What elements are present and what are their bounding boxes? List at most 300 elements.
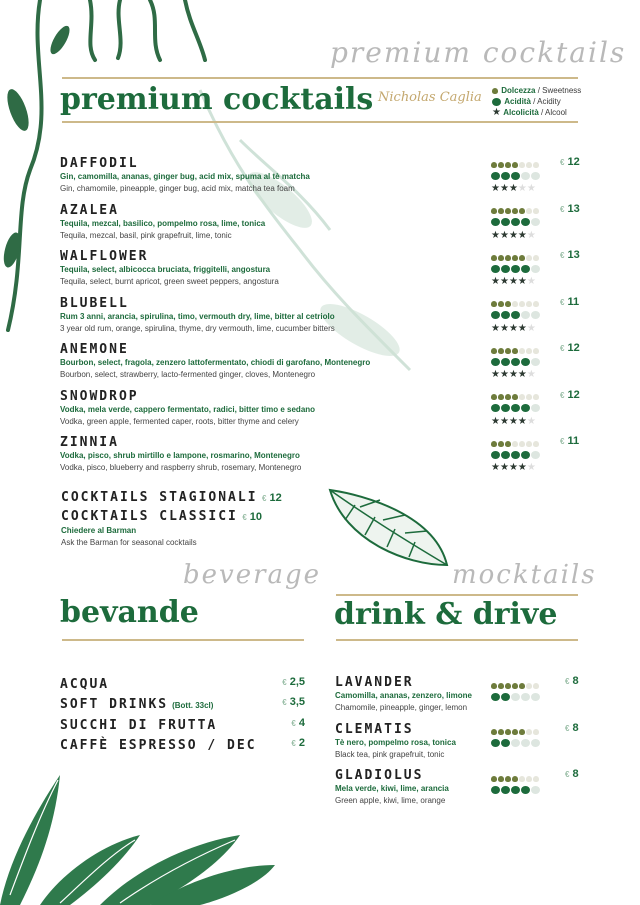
beverage-item: [60, 716, 305, 736]
currency-symbol: €: [560, 251, 565, 260]
star-icon: ★: [499, 276, 509, 287]
sweetness-icon: [512, 729, 518, 735]
mocktail-price: [565, 768, 579, 780]
cocktail-ratings: [491, 159, 551, 192]
star-icon: ★: [508, 276, 518, 287]
acidity-rating: [491, 217, 551, 228]
mocktail-item: [335, 768, 585, 815]
cocktail-ratings: [491, 345, 551, 378]
acidity-icon: [491, 739, 500, 747]
cocktail-name: WALFLOWER: [60, 249, 149, 264]
cocktail-ratings: [491, 206, 551, 239]
sweetness-icon: [519, 162, 525, 168]
beverage-name: SOFT DRINKS: [60, 697, 169, 713]
star-icon: ★: [517, 183, 527, 194]
cocktail-name: AZALEA: [60, 202, 119, 218]
acidity-icon: [531, 739, 540, 747]
sweetness-icon: [505, 683, 511, 689]
price-value: 13: [567, 202, 580, 215]
star-icon: ★: [517, 415, 527, 427]
sweetness-icon: [519, 301, 525, 307]
sweetness-icon: [491, 776, 497, 782]
acidity-rating: [491, 356, 551, 367]
sweetness-icon: [512, 394, 518, 400]
sweetness-icon: [505, 301, 511, 307]
cocktail-name: ZINNIA: [60, 435, 119, 450]
cocktail-ingredients-en: 3 year old rum, orange, spirulina, thyme, dry vermouth, lime, cucumber bitters: [60, 323, 335, 333]
sweetness-icon: [512, 441, 518, 447]
acidity-icon: [521, 451, 530, 459]
alcohol-rating: [491, 414, 551, 425]
sweetness-icon: [491, 301, 497, 307]
star-icon: ★: [517, 462, 527, 473]
sweetness-icon: [505, 394, 511, 400]
sweetness-icon: [526, 729, 532, 735]
acidity-rating: [491, 403, 551, 414]
sweetness-icon: [491, 162, 497, 168]
sweetness-rating: [491, 773, 551, 784]
cocktail-ingredients-en: Gin, chamomile, pineapple, ginger bug, acid mix, matcha tea foam: [60, 184, 295, 193]
acidity-icon: [531, 311, 540, 319]
acidity-icon: [491, 311, 500, 319]
price-value: 12: [567, 156, 580, 168]
acidity-icon: [501, 786, 510, 794]
star-icon: ★: [491, 369, 500, 380]
star-icon: ★: [508, 322, 518, 334]
currency-symbol: €: [565, 677, 570, 686]
sweetness-icon: [512, 683, 518, 689]
acidity-rating: [491, 784, 551, 795]
beverage-name: SUCCHI DI FRUTTA: [60, 717, 218, 733]
sweetness-icon: [533, 729, 539, 735]
acidity-icon: [492, 98, 501, 106]
sweetness-icon: [526, 162, 532, 168]
seasonal-section: [61, 488, 282, 547]
alcohol-rating: [491, 228, 551, 239]
acidity-icon: [521, 739, 530, 747]
cocktail-ingredients-it: Bourbon, select, fragola, zenzero lattofermentato, chiodi di garofano, Montenegro: [60, 358, 371, 367]
sweetness-icon: [512, 255, 518, 261]
star-icon: ★: [491, 462, 500, 473]
sweetness-icon: [533, 208, 539, 214]
price-value: 8: [572, 721, 579, 734]
currency-symbol: €: [291, 718, 296, 728]
currency-symbol: €: [262, 494, 267, 503]
acidity-icon: [491, 451, 500, 459]
acidity-icon: [491, 358, 500, 366]
sweetness-icon: [526, 301, 532, 307]
currency-symbol: €: [565, 723, 570, 733]
sweetness-icon: [519, 776, 525, 782]
cocktail-item: [60, 203, 590, 250]
sweetness-icon: [498, 301, 504, 307]
drink-drive-divider: [336, 639, 578, 641]
star-icon: ★: [499, 462, 509, 473]
cocktail-price: [560, 249, 580, 261]
sweetness-icon: [519, 255, 525, 261]
cocktail-name: ANEMONE: [60, 342, 129, 357]
cocktail-ingredients-en: Vodka, pisco, blueberry and raspberry shrub, rosemary, Montenegro: [60, 463, 302, 472]
sweetness-icon: [491, 208, 497, 214]
cocktail-ingredients-it: Vodka, pisco, shrub mirtillo e lampone, rosmarino, Montenegro: [60, 451, 300, 460]
sweetness-icon: [512, 348, 518, 354]
cocktail-price: [560, 342, 580, 354]
acidity-icon: [531, 451, 540, 459]
sweetness-rating: [491, 206, 551, 217]
star-icon: ★: [499, 369, 509, 380]
acidity-icon: [501, 693, 510, 701]
cocktail-ingredients-en: Tequila, select, burnt apricot, green sweet peppers, angostura: [60, 277, 279, 286]
mocktail-ingredients-en: Green apple, kiwi, lime, orange: [335, 796, 446, 805]
sweetness-icon: [533, 683, 539, 689]
acidity-rating: [491, 310, 551, 321]
seasonal-note-en: Ask the Barman for seasonal cocktails: [61, 538, 197, 547]
star-icon: ★: [491, 276, 500, 287]
cocktail-item: [60, 249, 590, 296]
sweetness-icon: [519, 441, 525, 447]
mocktail-ingredients-en: Chamomile, pineapple, ginger, lemon: [335, 703, 468, 712]
legend-sweet-it: Dolcezza: [501, 86, 536, 95]
cocktail-ingredients-en: Vodka, green apple, fermented caper, roots, bitter thyme and celery: [60, 416, 299, 426]
star-icon: ★: [517, 229, 527, 241]
star-icon: ★: [499, 322, 509, 334]
star-icon: ★: [508, 229, 518, 241]
sweetness-icon: [505, 255, 511, 261]
price-value: 2,5: [289, 676, 305, 688]
cocktail-ingredients-en: Tequila, mezcal, basil, pink grapefruit, lime, tonic: [60, 230, 232, 240]
star-icon: ★: [491, 229, 500, 241]
acidity-icon: [531, 172, 540, 180]
cocktail-item: [60, 389, 590, 436]
currency-symbol: €: [560, 297, 565, 307]
cocktail-item: [60, 156, 590, 203]
price-value: 2: [298, 736, 305, 749]
mocktail-item: [335, 675, 585, 722]
sweetness-rating: [491, 252, 551, 263]
star-icon: ★: [491, 415, 500, 427]
acidity-rating: [491, 263, 551, 274]
bevande-list: [60, 675, 305, 756]
cocktail-price: [560, 156, 580, 168]
acidity-icon: [491, 218, 500, 226]
star-icon: ★: [526, 229, 536, 241]
sweetness-icon: [512, 162, 518, 168]
cocktail-ingredients-it: Rum 3 anni, arancia, spirulina, timo, vermouth dry, lime, bitter al cetriolo: [60, 311, 335, 321]
alcohol-rating: [491, 367, 551, 378]
sweetness-icon: [526, 776, 532, 782]
sweetness-icon: [519, 683, 525, 689]
sweetness-icon: [512, 208, 518, 214]
sweetness-icon: [533, 441, 539, 447]
sweetness-icon: [519, 729, 525, 735]
leaf-illustration-middle: [325, 485, 455, 575]
cocktail-ratings: [491, 299, 551, 332]
currency-symbol: €: [242, 513, 247, 522]
star-icon: ★: [526, 415, 536, 427]
star-icon: ★: [526, 276, 536, 287]
acidity-icon: [501, 358, 510, 366]
sweetness-icon: [505, 441, 511, 447]
cocktail-item: [60, 342, 590, 389]
sweetness-icon: [533, 348, 539, 354]
alcohol-rating: [491, 181, 551, 192]
bevande-divider: [62, 639, 304, 641]
sweetness-icon: [498, 394, 504, 400]
mocktail-ratings: [491, 680, 551, 702]
sweetness-icon: [533, 394, 539, 400]
sweetness-icon: [498, 162, 504, 168]
beverage-price: [282, 696, 305, 708]
acidity-icon: [491, 786, 500, 794]
sweetness-icon: [526, 255, 532, 261]
sweetness-icon: [512, 776, 518, 782]
mocktail-name: GLADIOLUS: [335, 768, 424, 783]
price-value: 8: [572, 768, 579, 780]
acidity-icon: [491, 404, 500, 412]
cocktail-ingredients-it: Vodka, mela verde, cappero fermentato, radici, bitter timo e sedano: [60, 404, 316, 414]
acidity-icon: [501, 404, 510, 412]
acidity-rating: [491, 170, 551, 181]
classic-title: COCKTAILS CLASSICI: [61, 509, 238, 524]
signature: Nicholas Caglia: [378, 90, 482, 105]
acidity-icon: [511, 693, 520, 701]
drink-drive-list: [335, 675, 585, 815]
star-icon: ★: [491, 183, 500, 194]
beverage-item: [60, 736, 305, 756]
cocktail-ingredients-it: Gin, camomilla, ananas, ginger bug, acid mix, spuma al tè matcha: [60, 172, 310, 181]
cocktail-name: DAFFODIL: [60, 156, 139, 171]
sweetness-icon: [491, 441, 497, 447]
sweetness-icon: [498, 348, 504, 354]
sweetness-rating: [491, 345, 551, 356]
sweetness-icon: [498, 776, 504, 782]
mocktails-script-title: mocktails: [452, 560, 597, 590]
beverage-extra: (Bott. 33cl): [172, 701, 214, 711]
acidity-icon: [511, 451, 520, 459]
sweetness-icon: [526, 208, 532, 214]
beverage-price: [291, 717, 305, 729]
star-icon: ★: [526, 462, 536, 473]
sweetness-icon: [498, 208, 504, 214]
mocktail-ingredients-en: Black tea, pink grapefruit, tonic: [335, 749, 445, 759]
header-divider-top: [62, 77, 578, 79]
star-icon: ★: [499, 183, 509, 194]
acidity-icon: [531, 693, 540, 701]
acidity-icon: [511, 786, 520, 794]
currency-symbol: €: [282, 698, 287, 708]
acidity-icon: [531, 265, 540, 273]
beverage-item: [60, 675, 305, 695]
sweetness-icon: [533, 776, 539, 782]
cocktail-ingredients-it: Tequila, select, albicocca bruciata, friggitelli, angostura: [60, 265, 271, 274]
star-icon: ★: [526, 369, 536, 380]
sweetness-icon: [526, 441, 532, 447]
price-value: 3,5: [289, 696, 305, 709]
acidity-icon: [511, 358, 520, 366]
cocktail-price: [560, 296, 579, 308]
acidity-icon: [521, 786, 530, 794]
acidity-icon: [521, 218, 530, 226]
mocktail-price: [565, 722, 579, 734]
mocktail-name: CLEMATIS: [335, 721, 414, 737]
sweetness-icon: [505, 208, 511, 214]
sweetness-icon: [498, 255, 504, 261]
seasonal-note-it: Chiedere al Barman: [61, 526, 137, 535]
cocktail-template: [60, 156, 590, 482]
acidity-icon: [511, 404, 520, 412]
legend-sweet-en: Sweetness: [542, 86, 582, 95]
acidity-icon: [521, 358, 530, 366]
sweetness-icon: [533, 301, 539, 307]
sweetness-rating: [491, 680, 551, 691]
acidity-icon: [501, 311, 510, 319]
mocktail-ratings: [491, 727, 551, 749]
alcohol-rating: [491, 274, 551, 285]
star-icon: ★: [517, 369, 527, 380]
acidity-icon: [491, 693, 500, 701]
sweetness-icon: [519, 208, 525, 214]
sweetness-icon: [533, 162, 539, 168]
seasonal-title: COCKTAILS STAGIONALI: [61, 490, 258, 505]
sweetness-icon: [498, 683, 504, 689]
sweetness-icon: [491, 394, 497, 400]
mocktail-price: [565, 675, 579, 687]
cocktail-name: BLUBELL: [60, 295, 129, 311]
acidity-icon: [511, 265, 520, 273]
acidity-rating: [491, 691, 551, 702]
sweetness-icon: [505, 776, 511, 782]
sweetness-rating: [491, 392, 551, 403]
sweetness-icon: [492, 88, 498, 94]
page-title: premium cocktails: [60, 82, 374, 117]
cocktail-item: [60, 296, 590, 343]
cocktail-price: [560, 435, 579, 447]
acidity-icon: [491, 265, 500, 273]
price-value: 8: [572, 675, 579, 687]
currency-symbol: €: [560, 437, 565, 446]
currency-symbol: €: [560, 158, 565, 167]
acidity-icon: [501, 218, 510, 226]
cocktail-ratings: [491, 392, 551, 425]
currency-symbol: €: [560, 344, 565, 353]
sweetness-icon: [498, 441, 504, 447]
header-divider-bottom: [62, 121, 578, 123]
acidity-icon: [511, 311, 520, 319]
acidity-icon: [501, 172, 510, 180]
star-icon: ★: [517, 276, 527, 287]
acidity-icon: [521, 404, 530, 412]
legend-acid-it: Acidità: [504, 97, 531, 106]
alcohol-rating: [491, 321, 551, 332]
mocktail-ingredients-it: Mela verde, kiwi, lime, arancia: [335, 784, 449, 793]
star-icon: ★: [508, 462, 518, 473]
acidity-icon: [531, 358, 540, 366]
sweetness-rating: [491, 438, 551, 449]
sweetness-icon: [505, 348, 511, 354]
star-icon: ★: [526, 322, 536, 334]
acidity-icon: [521, 693, 530, 701]
mocktail-ingredients-it: Tè nero, pompelmo rosa, tonica: [335, 737, 456, 747]
acidity-icon: [521, 172, 530, 180]
beverage-item: [60, 695, 305, 715]
sweetness-icon: [512, 301, 518, 307]
mocktail-name: LAVANDER: [335, 675, 414, 690]
star-icon: ★: [517, 322, 527, 334]
sweetness-icon: [491, 348, 497, 354]
bevande-script-title: beverage: [183, 560, 322, 590]
cocktail-ingredients-en: Bourbon, select, strawberry, lacto-fermented ginger, cloves, Montenegro: [60, 370, 316, 379]
price-value: 11: [567, 435, 580, 447]
acidity-icon: [511, 218, 520, 226]
botanical-illustration-bottom: [0, 765, 280, 905]
price-value: 12: [567, 388, 580, 401]
acidity-icon: [521, 311, 530, 319]
acidity-icon: [501, 739, 510, 747]
star-icon: ★: [491, 322, 500, 334]
cocktail-ratings: [491, 438, 551, 471]
classic-price: 10: [249, 511, 263, 523]
sweetness-rating: [491, 727, 551, 738]
acidity-icon: [491, 172, 500, 180]
beverage-price: [282, 676, 305, 688]
price-value: 13: [567, 249, 580, 261]
star-icon: ★: [526, 183, 536, 194]
beverage-name: CAFFÈ ESPRESSO / DEC: [60, 737, 257, 753]
drink-drive-divider-top: [336, 594, 578, 596]
mocktail-ingredients-it: Camomilla, ananas, zenzero, limone: [335, 691, 472, 700]
cocktail-name: SNOWDROP: [60, 388, 139, 404]
mocktail-item: [335, 722, 585, 769]
acidity-icon: [511, 739, 520, 747]
acidity-icon: [531, 786, 540, 794]
sweetness-icon: [533, 255, 539, 261]
beverage-name: ACQUA: [60, 677, 110, 692]
price-value: 12: [567, 342, 580, 354]
star-icon: ★: [508, 369, 518, 380]
alcohol-rating: [491, 460, 551, 471]
sweetness-icon: [505, 162, 511, 168]
acidity-icon: [531, 404, 540, 412]
sweetness-icon: [526, 683, 532, 689]
legend: Dolcezza / Sweetness Acidità / Acidity ★ Alcolicità / Alcool: [492, 86, 582, 118]
legend-alc-it: Alcolicità: [503, 108, 539, 117]
currency-symbol: €: [560, 204, 565, 214]
price-value: 11: [567, 295, 580, 308]
star-icon: ★: [508, 183, 518, 194]
beverage-price: [291, 737, 305, 749]
acidity-icon: [501, 451, 510, 459]
legend-alc-en: Alcool: [545, 108, 567, 117]
currency-symbol: €: [291, 738, 296, 748]
acidity-icon: [501, 265, 510, 273]
sweetness-icon: [526, 394, 532, 400]
currency-symbol: €: [565, 770, 570, 779]
mocktail-ratings: [491, 773, 551, 795]
star-icon: ★: [508, 415, 518, 427]
sweetness-icon: [519, 394, 525, 400]
sweetness-icon: [526, 348, 532, 354]
acidity-rating: [491, 738, 551, 749]
acidity-rating: [491, 449, 551, 460]
sweetness-icon: [491, 729, 497, 735]
legend-acid-en: Acidity: [537, 97, 561, 106]
drink-drive-title: drink & drive: [334, 597, 558, 632]
cocktail-list: [60, 156, 590, 482]
cocktail-item: [60, 435, 590, 482]
sweetness-icon: [491, 683, 497, 689]
sweetness-icon: [505, 729, 511, 735]
header-script-title: premium cocktails: [330, 36, 627, 69]
